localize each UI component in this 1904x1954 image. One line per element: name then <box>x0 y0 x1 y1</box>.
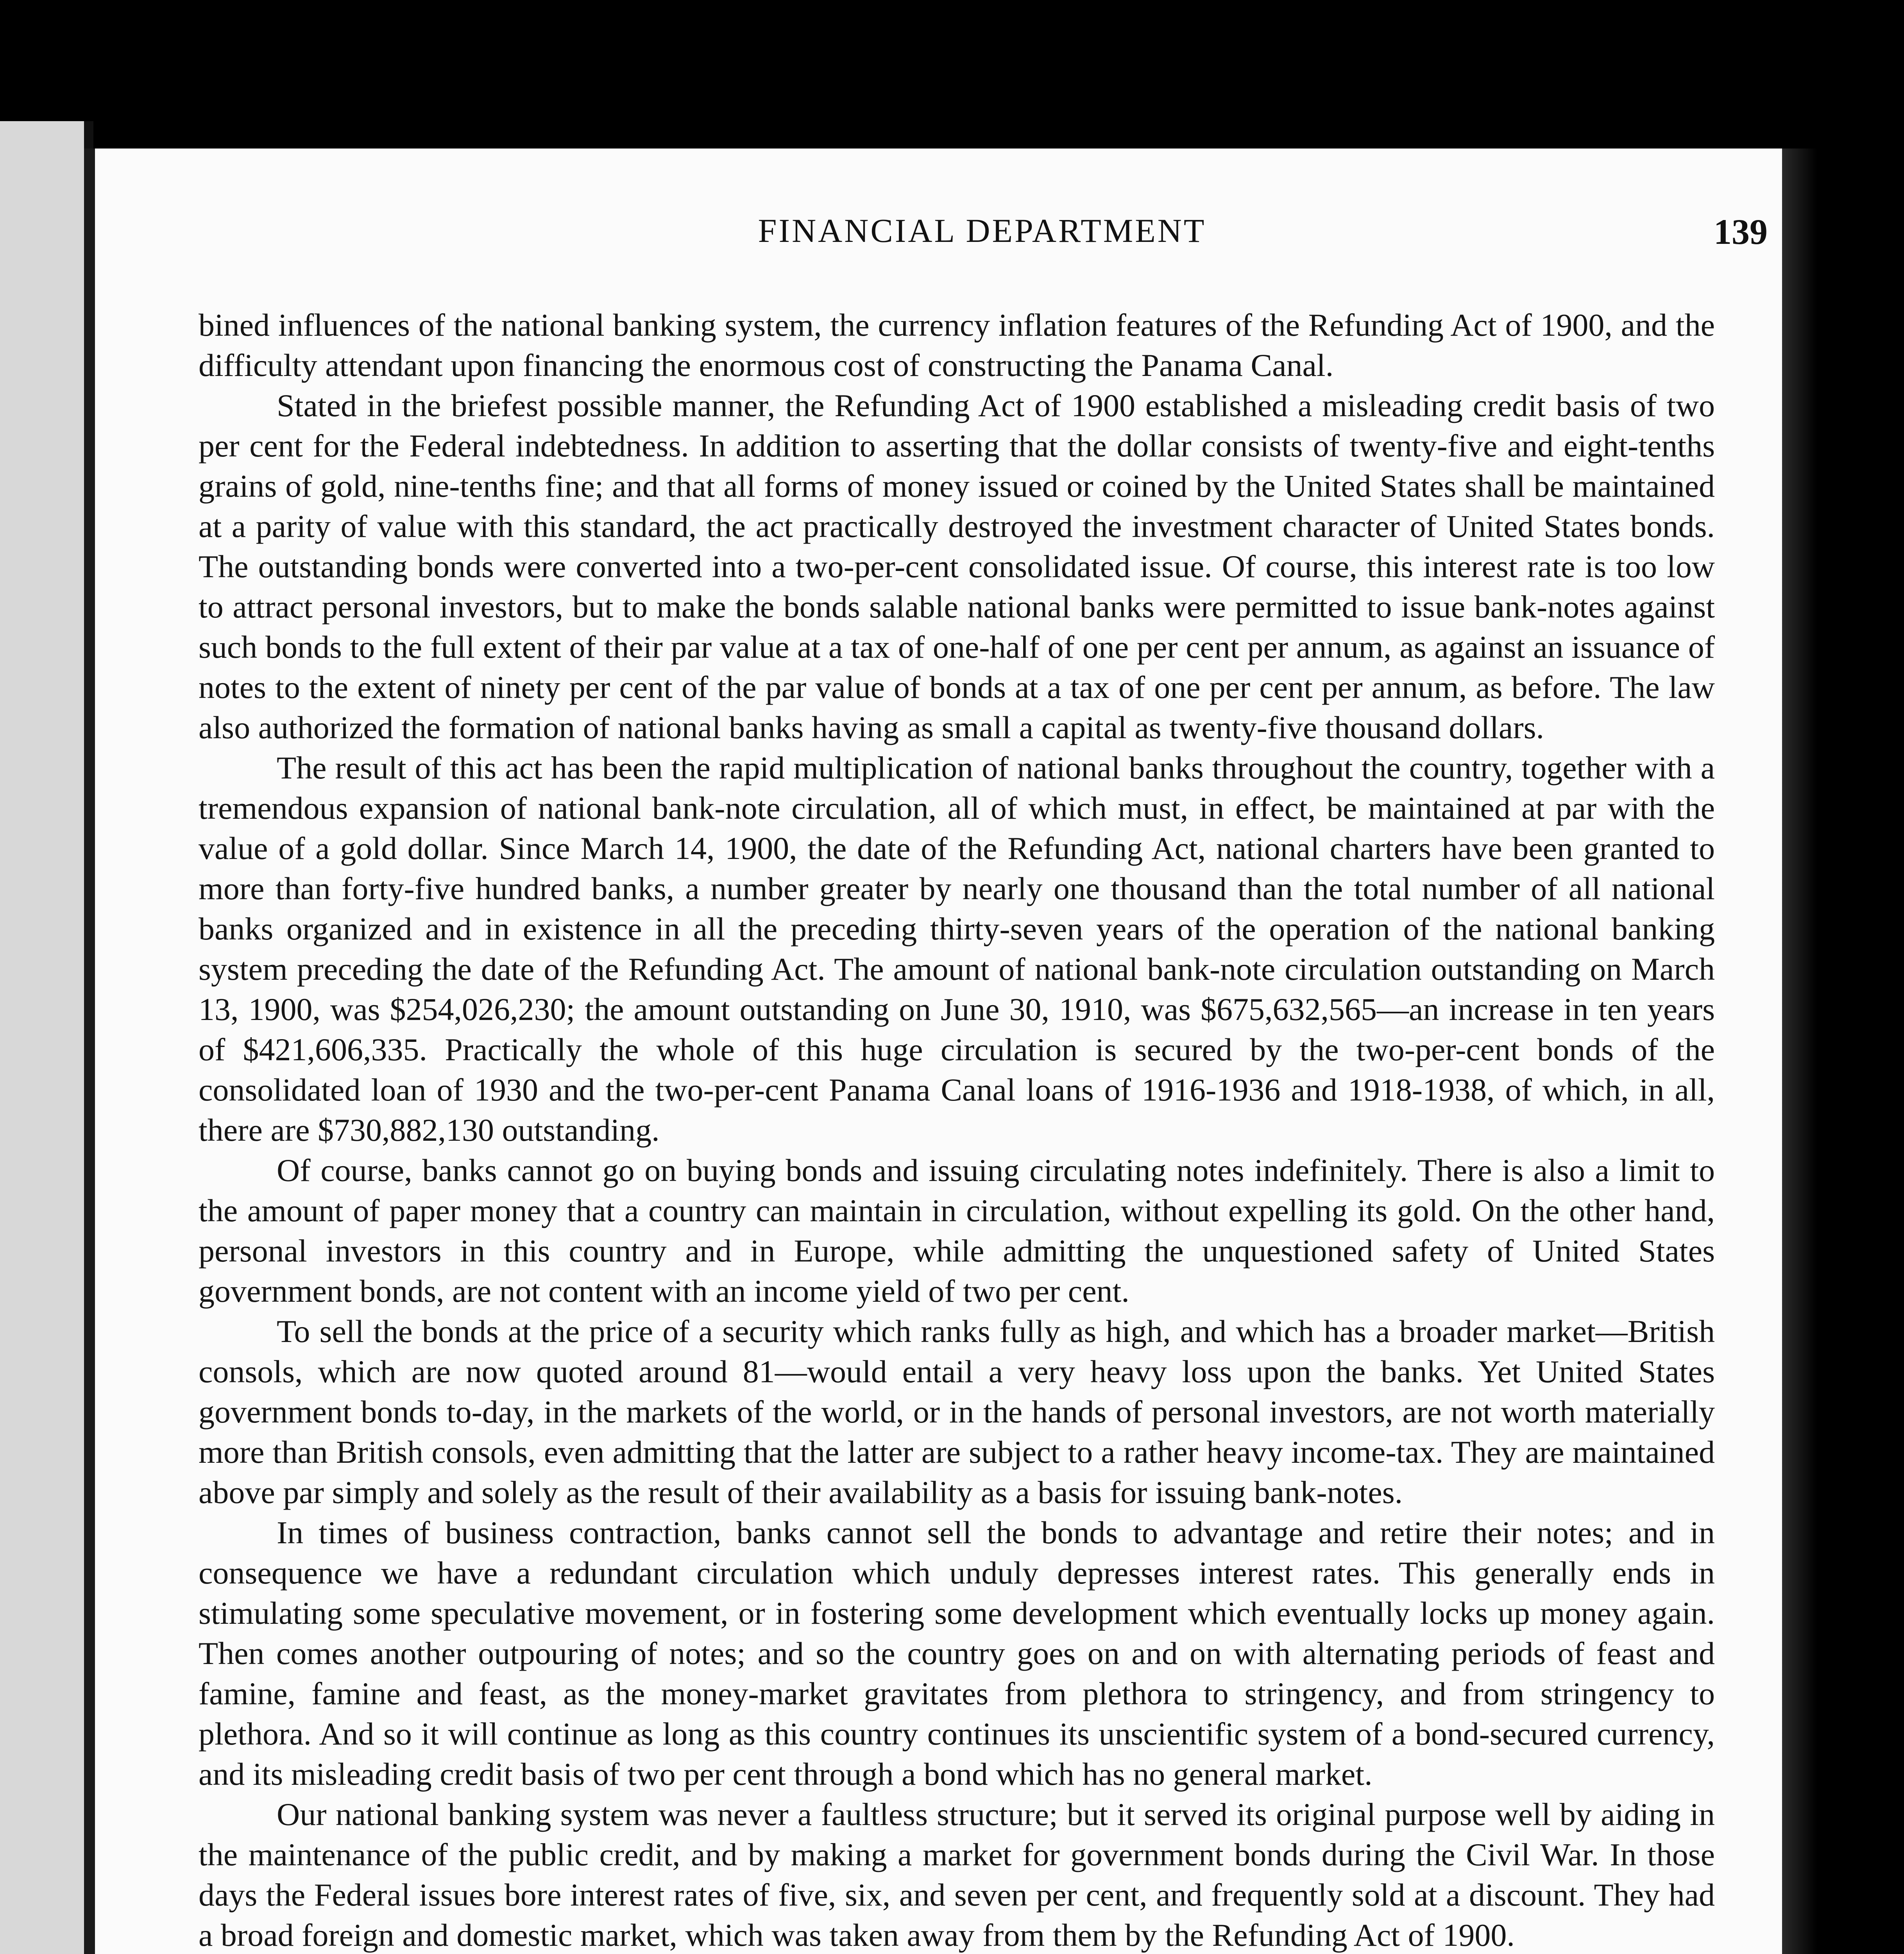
facing-page-edge <box>0 121 93 1954</box>
paragraph: Stated in the briefest possible manner, the Refunding Act of 1900 established a misleading credit basis of two per cent for the Federal indebtedness. In addition to asserting that the dollar consists of twenty-five and eight-tenths grains of gold, nine-tenths fine; and that all forms of money issued or coined by the United States shall be maintained at a parity of value with this standard, the act practically destroyed the investment character of United States bonds. The outstanding bonds were converted into a two-per-cent consolidated issue. Of course, this interest rate is too low to attract personal investors, but to make the bonds salable national banks were permitted to issue bank-notes against such bonds to the full extent of their par value at a tax of one-half of one per cent per annum, as against an issuance of notes to the extent of ninety per cent of the par value of bonds at a tax of one per cent per annum, as before. The law also authorized the formation of national banks having as small a capital as twenty-five thousand dollars. <box>199 388 1715 745</box>
paragraph: To sell the bonds at the price of a security which ranks fully as high, and which has a broader market—British consols, which are now quoted around 81—would entail a very heavy loss upon the banks. Yet United States government bonds to-day, in the markets of the world, or in the hands of personal investors, are not worth materially more than British consols, even admitting that the latter are subject to a rather heavy income-tax. They are maintained above par simply and solely as the result of their availability as a basis for issuing bank-notes. <box>199 1313 1715 1510</box>
body-text <box>199 305 1715 1954</box>
paragraph: The result of this act has been the rapid multiplication of national banks throughout the country, together with a tremendous expansion of national bank-note circulation, all of which must, in effect, be maintained at par with the value of a gold dollar. Since March 14, 1900, the date of the Refunding Act, national charters have been granted to more than forty-five hundred banks, a number greater by nearly one thousand than the total number of all national banks organized and in existence in all the preceding thirty-seven years of the operation of the national banking system preceding the date of the Refunding Act. The amount of national bank-note circulation outstanding on March 13, 1900, was $254,026,230; the amount outstanding on June 30, 1910, was $675,632,565—an increase in ten years of $421,606,335. Practically the whole of this huge circulation is secured by the two-per-cent bonds of the consolidated loan of 1930 and the two-per-cent Panama Canal loans of 1916-1936 and 1918-1938, of which, in all, there are $730,882,130 outstanding. <box>199 750 1715 1148</box>
page-header <box>173 211 1791 262</box>
paragraph: Of course, banks cannot go on buying bonds and issuing circulating notes indefinitely. There is also a limit to the amount of paper money that a country can maintain in circulation, without expelling its gold. On the other hand, personal investors in this country and in Europe, while admitting the unquestioned safety of United States government bonds, are not content with an income yield of two per cent. <box>199 1152 1715 1309</box>
paragraph: Our national banking system was never a faultless structure; but it served its original purpose well by aiding in the maintenance of the public credit, and by making a market for government bonds during the Civil War. In those days the Federal issues bore interest rates of five, six, and seven per cent, and frequently sold at a discount. They had a broad foreign and domestic market, which was taken away from them by the Refunding Act of 1900. <box>199 1797 1715 1953</box>
page-shadow <box>1782 149 1817 1954</box>
paragraph: bined influences of the national banking system, the currency inflation features of the Refunding Act of 1900, and the difficulty attendant upon financing the enormous cost of constructing the Panama Canal. <box>199 307 1715 383</box>
page-number: 139 <box>1714 212 1768 252</box>
running-head: FINANCIAL DEPARTMENT <box>758 212 1206 249</box>
paragraph: In times of business contraction, banks cannot sell the bonds to advantage and retire their notes; and in consequence we have a redundant circulation which unduly depresses interest rates. This generally ends in stimulating some speculative movement, or in fostering some development which eventually locks up money again. Then comes another outpouring of notes; and so the country goes on and on with alternating periods of feast and famine, famine and feast, as the money-market gravitates from plethora to stringency, and from stringency to plethora. And so it will continue as long as this country continues its unscientific system of a bond-secured currency, and its misleading credit basis of two per cent through a bond which has no general market. <box>199 1515 1715 1792</box>
book-page <box>84 149 1782 1954</box>
